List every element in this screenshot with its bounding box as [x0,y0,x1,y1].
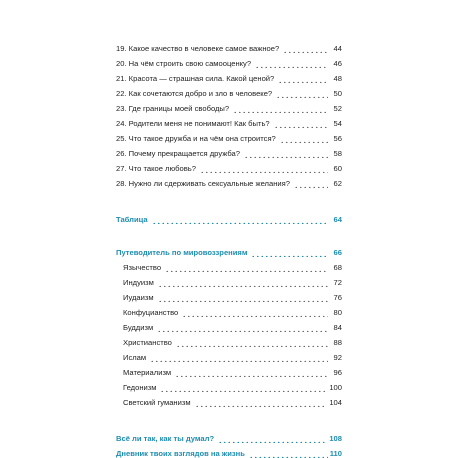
toc-subentry-page: 84 [333,323,342,332]
section-spacer [116,407,342,428]
toc-section-title: Таблица [116,215,148,224]
dot-leader [274,119,328,128]
dot-leader [150,353,328,362]
table-of-contents [116,38,342,458]
toc-subentry-title: Материализм [123,368,172,377]
toc-subentry-confucianism[interactable] [116,302,342,317]
toc-subentry-page: 104 [329,398,342,407]
toc-entry-page: 62 [333,179,342,188]
toc-subentry-title: Буддизм [123,323,154,332]
toc-entry-page: 44 [333,44,342,53]
toc-section-page: 64 [333,215,342,224]
toc-subentry-page: 88 [333,338,342,347]
toc-entry-26[interactable] [116,143,342,158]
toc-subentry-title: Иудаизм [123,293,154,302]
toc-entry-guide[interactable] [116,242,342,257]
toc-subentry-materialism[interactable] [116,362,342,377]
toc-entry-21[interactable] [116,68,342,83]
toc-entry-title: 28. Нужно ли сдерживать сексуальные желания? [116,179,290,188]
dot-leader [283,44,328,53]
toc-entry-title: 21. Красота — страшная сила. Какой ценой? [116,74,275,83]
toc-entry-title: 24. Родители меня не понимают! Как быть? [116,119,270,128]
toc-entry-title: 27. Что такое любовь? [116,164,196,173]
toc-subentry-title: Светский гуманизм [123,398,191,407]
toc-subentry-islam[interactable] [116,347,342,362]
toc-entry-page: 46 [333,59,342,68]
dot-leader [175,368,328,377]
toc-subentry-page: 72 [333,278,342,287]
toc-subentry-title: Индуизм [123,278,154,287]
dot-leader [182,308,328,317]
toc-section-title: Дневник твоих взглядов на жизнь [116,449,245,458]
section-spacer [116,224,342,242]
dot-leader [276,89,328,98]
toc-entry-page: 54 [333,119,342,128]
dot-leader [195,398,328,407]
toc-section-title: Путеводитель по мировоззрениям [116,248,248,257]
dot-leader [244,149,328,158]
dot-leader [218,434,327,443]
toc-subentry-paganism[interactable] [116,257,342,272]
toc-subentry-page: 80 [333,308,342,317]
dot-leader [255,59,328,68]
toc-entry-page: 50 [333,89,342,98]
toc-entry-23[interactable] [116,98,342,113]
toc-entry-20[interactable] [116,53,342,68]
toc-subentry-page: 96 [333,368,342,377]
toc-entry-title: 19. Какое качество в человеке самое важное? [116,44,280,53]
toc-entry-28[interactable] [116,173,342,188]
dot-leader [158,278,328,287]
toc-entry-reflection[interactable] [116,428,342,443]
toc-section-page: 110 [329,449,342,458]
toc-subentry-page: 76 [333,293,342,302]
toc-section-page: 108 [329,434,342,443]
section-spacer [116,188,342,209]
toc-subentry-title: Христианство [123,338,172,347]
toc-entry-title: 23. Где границы моей свободы? [116,104,230,113]
toc-entry-page: 60 [333,164,342,173]
toc-entry-25[interactable] [116,128,342,143]
toc-entry-table[interactable] [116,209,342,224]
toc-entry-27[interactable] [116,158,342,173]
toc-entry-24[interactable] [116,113,342,128]
dot-leader [158,293,328,302]
dot-leader [176,338,328,347]
toc-entry-page: 48 [333,74,342,83]
toc-subentry-christianity[interactable] [116,332,342,347]
toc-entry-title: 22. Как сочетаются добро и зло в человеке? [116,89,273,98]
toc-subentry-hedonism[interactable] [116,377,342,392]
dot-leader [165,263,328,272]
toc-entry-title: 26. Почему прекращается дружба? [116,149,240,158]
dot-leader [152,215,328,224]
dot-leader [280,134,328,143]
dot-leader [160,383,327,392]
toc-entry-title: 20. На чём строить свою самооценку? [116,59,252,68]
toc-entry-19[interactable] [116,38,342,53]
toc-entry-page: 58 [333,149,342,158]
dot-leader [249,449,328,458]
toc-subentry-page: 92 [333,353,342,362]
dot-leader [200,164,328,173]
dot-leader [233,104,328,113]
toc-subentry-title: Конфуцианство [123,308,179,317]
dot-leader [294,179,328,188]
toc-subentry-title: Ислам [123,353,147,362]
toc-subentry-page: 100 [329,383,342,392]
toc-subentry-hinduism[interactable] [116,272,342,287]
toc-section-page: 66 [333,248,342,257]
toc-entry-diary[interactable] [116,443,342,458]
toc-subentry-buddhism[interactable] [116,317,342,332]
dot-leader [251,248,328,257]
toc-subentry-title: Гедонизм [123,383,157,392]
toc-entry-22[interactable] [116,83,342,98]
toc-subentry-page: 68 [333,263,342,272]
dot-leader [157,323,328,332]
toc-entry-title: 25. Что такое дружба и на чём она строится? [116,134,276,143]
toc-entry-page: 52 [333,104,342,113]
toc-subentry-judaism[interactable] [116,287,342,302]
toc-entry-page: 56 [333,134,342,143]
toc-section-title: Всё ли так, как ты думал? [116,434,215,443]
toc-subentry-title: Язычество [123,263,162,272]
toc-subentry-secular-humanism[interactable] [116,392,342,407]
dot-leader [278,74,328,83]
